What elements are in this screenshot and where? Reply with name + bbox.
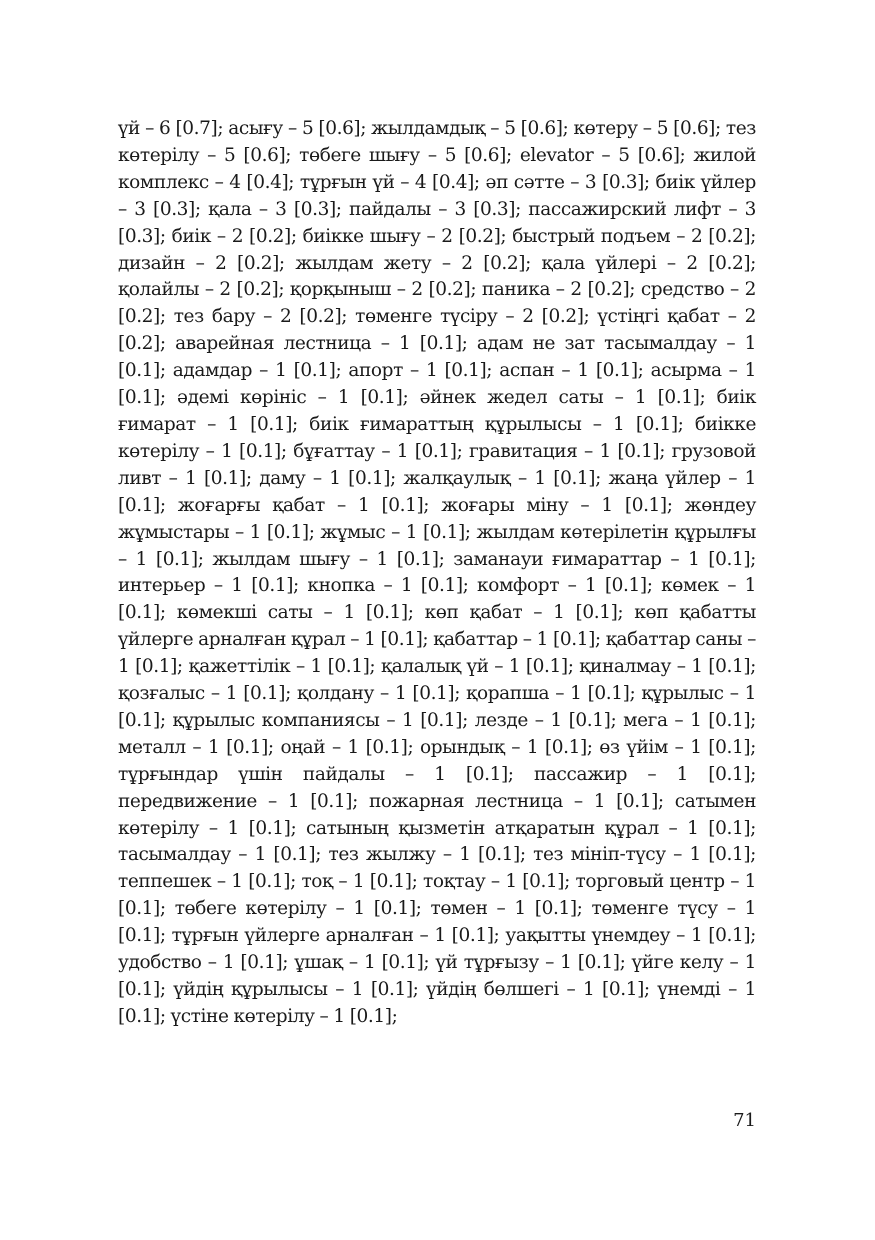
page-number: 71 bbox=[733, 1110, 756, 1131]
body-paragraph: үй – 6 [0.7]; асығу – 5 [0.6]; жылдамдық – 5 [0.6]; көтеру – 5 [0.6]; тез көтерілу – 5 [0.6]; төбеге шығу – 5 [0.6]; elevator – 5 [0.6]; жилой комплекс – 4 [0.4]; тұрғын үй – 4 [0.4]; әп сәтте – 3 [0.3]; биік үйлер – 3 [0.3]; қала – 3 [0.3]; пайдалы – 3 [0.3]; пассажирский лифт – 3 [0.3]; биік – 2 [0.2]; биікке шығу – 2 [0.2]; быстрый подъем – 2 [0.2]; дизайн – 2 [0.2]; жылдам жету – 2 [0.2]; қала үйлері – 2 [0.2]; қолайлы – 2 [0.2]; қорқыныш – 2 [0.2]; паника – 2 [0.2]; средство – 2 [0.2]; тез бару – 2 [0.2]; төменге түсіру – 2 [0.2]; үстіңгі қабат – 2 [0.2]; аварейная лестница – 1 [0.1]; адам не зат тасымалдау – 1 [0.1]; адамдар – 1 [0.1]; апорт – 1 [0.1]; аспан – 1 [0.1]; асырма – 1 [0.1]; әдемі көрініс – 1 [0.1]; әйнек жедел саты – 1 [0.1]; биік ғимарат – 1 [0.1]; биік ғимараттың құрылысы – 1 [0.1]; биікке көтерілу – 1 [0.1]; бұғаттау – 1 [0.1]; гравитация – 1 [0.1]; грузовой ливт – 1 [0.1]; даму – 1 [0.1]; жалқаулық – 1 [0.1]; жаңа үйлер – 1 [0.1]; жоғарғы қабат – 1 [0.1]; жоғары міну – 1 [0.1]; жөндеу жұмыстары – 1 [0.1]; жұмыс – 1 [0.1]; жылдам көтерілетін құрылғы – 1 [0.1]; жылдам шығу – 1 [0.1]; заманауи ғимараттар – 1 [0.1]; интерьер – 1 [0.1]; кнопка – 1 [0.1]; комфорт – 1 [0.1]; көмек – 1 [0.1]; көмекші саты – 1 [0.1]; көп қабат – 1 [0.1]; көп қабатты үйлерге арналған құрал – 1 [0.1]; қабаттар – 1 [0.1]; қабаттар саны – 1 [0.1]; қажеттілік – 1 [0.1]; қалалық үй – 1 [0.1]; қиналмау – 1 [0.1]; қозғалыс – 1 [0.1]; қолдану – 1 [0.1]; қорапша – 1 [0.1]; құрылыс – 1 [0.1]; құрылыс компаниясы – 1 [0.1]; лезде – 1 [0.1]; мега – 1 [0.1]; металл – 1 [0.1]; оңай – 1 [0.1]; орындық – 1 [0.1]; өз үйім – 1 [0.1]; тұрғындар үшін пайдалы – 1 [0.1]; пассажир – 1 [0.1]; передвижение – 1 [0.1]; пожарная лестница – 1 [0.1]; сатымен көтерілу – 1 [0.1]; сатының қызметін атқаратын құрал – 1 [0.1]; тасымалдау – 1 [0.1]; тез жылжу – 1 [0.1]; тез мініп-түсу – 1 [0.1]; теппешек – 1 [0.1]; тоқ – 1 [0.1]; тоқтау – 1 [0.1]; торговый центр – 1 [0.1]; төбеге көтерілу – 1 [0.1]; төмен – 1 [0.1]; төменге түсу – 1 [0.1]; тұрғын үйлерге арналған – 1 [0.1]; уақытты үнемдеу – 1 [0.1]; удобство – 1 [0.1]; ұшақ – 1 [0.1]; үй тұрғызу – 1 [0.1]; үйге келу – 1 [0.1]; үйдің құрылысы – 1 [0.1]; үйдің бөлшегі – 1 [0.1]; үнемді – 1 [0.1]; үстіне көтерілу – 1 [0.1]; bbox=[118, 118, 756, 1027]
